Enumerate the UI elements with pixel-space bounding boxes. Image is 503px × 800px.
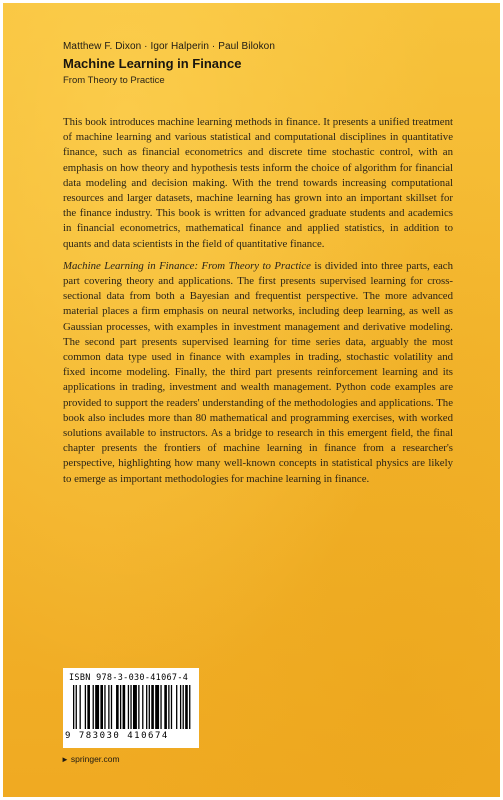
barcode-digits: 9 783030 410674 [65, 731, 169, 741]
arrow-icon: ► [61, 755, 69, 764]
description-paragraph-2-text: is divided into three parts, each part covering theory and applications. The first presents supervised learning for cross-sectional data from both a Bayesian and frequentist perspective. The more advanced material places a firm emphasis on neural networks, including deep learning, as well as Gaussian processes, with examples in investment management and derivative modeling. The second part presents supervised learning for time series data, arguably the most common data type used in finance with examples in trading, stochastic volatility and fixed income modeling. Finally, the third part presents reinforcement learning and its applications in trading, investment and wealth management. Python code examples are provided to support the readers' understanding of the methodologies and applications. The book also includes more than 80 mathematical and programming exercises, with worked solutions available to instructors. As a bridge to research in this emergent field, the final chapter presents the frontiers of machine learning in finance from a researcher's perspective, highlighting how many well-known concepts in statistical physics are likely to emerge as important methodologies for machine learning in finance. [63, 259, 453, 485]
book-subtitle: From Theory to Practice [63, 75, 165, 86]
description-paragraph-2 [63, 259, 453, 487]
description-paragraph-1: This book introduces machine learning methods in finance. It presents a unified treatment of machine learning and various statistical and computational disciplines in quantitative finance, such as financial econometrics and discrete time stochastic control, with an emphasis on how theory and hypothesis tests inform the choice of algorithm for financial data modeling and decision making. With the trend towards increasing computational resources and larger datasets, machine learning has grown into an important skillset for the finance industry. This book is written for advanced graduate students and academics in financial econometrics, mathematical finance and applied statistics, in addition to quants and data scientists in the field of quantitative finance. [63, 116, 453, 250]
isbn: ISBN 978-3-030-41067-4 [69, 673, 189, 683]
description [63, 115, 453, 494]
book-back-cover [3, 3, 500, 797]
book-title-italic: Machine Learning in Finance: From Theory to Practice [63, 259, 311, 272]
book-title: Machine Learning in Finance [63, 56, 242, 71]
publisher-link[interactable] [61, 754, 120, 764]
barcode-label [63, 668, 199, 748]
barcode [73, 685, 193, 729]
authors: Matthew F. Dixon · Igor Halperin · Paul Bilokon [63, 41, 276, 52]
publisher-url: springer.com [70, 754, 120, 764]
